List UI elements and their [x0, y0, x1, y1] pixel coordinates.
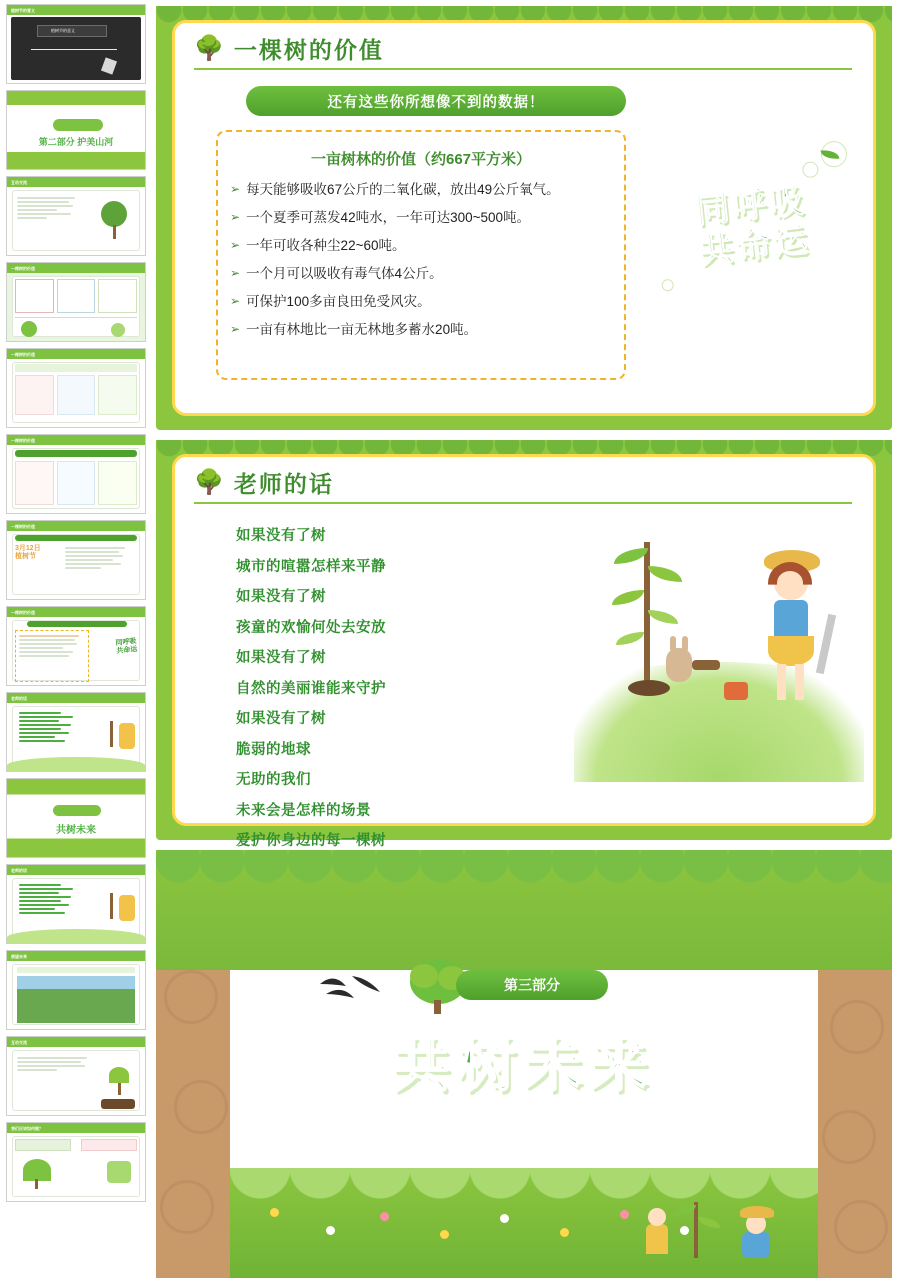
boy-figure	[742, 1232, 770, 1258]
list-item[interactable]	[6, 1122, 146, 1202]
poem-block	[236, 524, 416, 890]
watering-can-icon	[724, 682, 748, 700]
girl-head	[648, 1208, 666, 1226]
list-item[interactable]	[6, 864, 146, 944]
poem-line: 如果没有了树	[236, 589, 326, 605]
canopy-decoration	[156, 850, 892, 970]
girl-planting-illustration	[574, 532, 864, 782]
list-item	[230, 237, 612, 254]
thumb-caption: 植树节的意义	[51, 28, 75, 33]
list-item[interactable]	[6, 950, 146, 1030]
bubble-decoration	[802, 161, 820, 179]
poem-line: 如果没有了树	[236, 711, 326, 727]
data-box-title: 一亩树林的价值（约667平方米）	[310, 151, 532, 168]
thumb-header: 一棵树的价值	[7, 435, 145, 445]
list-item-label: 一亩有林地比一亩无林地多蓄水20吨。	[246, 322, 478, 337]
list-item[interactable]	[6, 692, 146, 772]
list-item[interactable]	[6, 520, 146, 600]
thumb-header: 展望未来	[7, 951, 145, 961]
thumb-header: 老师的话	[7, 865, 145, 875]
list-item	[230, 209, 612, 226]
leaf-icon	[616, 632, 644, 645]
arrow-icon: ➢	[230, 266, 241, 280]
thumb-body	[7, 273, 145, 341]
title-divider	[194, 68, 852, 70]
thumb-body	[7, 91, 145, 169]
list-item[interactable]	[6, 434, 146, 514]
log-icon	[692, 660, 720, 670]
poem-line: 孩童的欢愉何处去安放	[236, 619, 386, 636]
list-item[interactable]	[6, 4, 146, 84]
thumb-header: 一棵树的价值	[7, 521, 145, 531]
list-item-label: 一个月可以吸收有毒气体4公斤。	[246, 266, 443, 281]
poem-line: 如果没有了树	[236, 650, 326, 666]
leaf-icon	[648, 610, 678, 624]
sapling-trunk	[694, 1202, 698, 1258]
thumb-body	[7, 187, 145, 255]
thumb-caption: 共树未来	[56, 825, 96, 836]
leaf-icon	[614, 548, 648, 564]
skirt	[768, 636, 814, 666]
rabbit-ear	[670, 636, 676, 652]
thumb-caption	[17, 195, 77, 221]
list-item-label: 每天能够吸收67公斤的二氧化碳，放出49公斤氧气。	[246, 182, 560, 197]
bubble-decoration	[661, 279, 674, 292]
thumb-header: 一棵树的价值	[7, 263, 145, 273]
list-item[interactable]	[6, 176, 146, 256]
section-title: 共树未来	[391, 1033, 656, 1098]
thumb-body	[7, 445, 145, 513]
tree-icon: 🌳	[194, 34, 224, 62]
kids-planting-illustration	[646, 1172, 796, 1272]
thumb-body	[7, 15, 145, 83]
list-item[interactable]	[6, 348, 146, 428]
poem-line: 脆弱的地球	[236, 741, 311, 758]
slide-header	[194, 466, 852, 499]
thumb-body: 3月12日 植树节	[7, 531, 145, 599]
list-item[interactable]	[6, 606, 146, 686]
thumb-header: 植树节的意义	[7, 5, 145, 15]
poem-line: 爱护你身边的每一棵树	[236, 833, 386, 849]
page-title: 老师的话	[233, 471, 334, 497]
thumb-header: 一棵树的价值	[7, 349, 145, 359]
hat-icon	[740, 1206, 774, 1218]
status-badge: 还有这些你所想像不到的数据！	[246, 86, 626, 116]
thumb-header: 互动交流	[7, 177, 145, 187]
rabbit-ear	[682, 636, 688, 652]
poem-line: 无助的我们	[236, 772, 311, 788]
thumb-body	[7, 779, 145, 857]
list-item	[230, 321, 612, 338]
list-item[interactable]	[6, 90, 146, 170]
slide-teacher-words[interactable]	[156, 440, 892, 849]
leaf-icon	[612, 590, 644, 605]
leaf-icon	[698, 1217, 720, 1228]
leaf-icon	[648, 566, 682, 582]
thumb-header: 老师的话	[7, 693, 145, 703]
girl-figure	[646, 1224, 668, 1254]
artwork-line-2: 共命运	[697, 221, 813, 271]
page-title: 一棵树的价值	[233, 37, 384, 63]
title-divider	[194, 502, 852, 504]
list-item-label: 可保护100多亩良田免受风灾。	[246, 294, 431, 309]
poem-line: 城市的喧嚣怎样来平静	[236, 558, 386, 575]
leaf-icon	[674, 1205, 696, 1216]
slide-thumbnail-sidebar[interactable]	[0, 0, 152, 1286]
thumb-body	[7, 703, 145, 771]
thumb-body	[7, 1047, 145, 1115]
shovel-icon	[816, 614, 836, 674]
list-item-label: 一个夏季可蒸发42吨水，一年可达300~500吨。	[246, 210, 531, 225]
poem-line: 自然的美丽谁能来守护	[236, 680, 386, 697]
slide-section-cover[interactable]	[156, 850, 892, 1278]
section-badge: 第三部分	[456, 970, 608, 1000]
poem-line: 未来会是怎样的场景	[236, 802, 371, 819]
list-item-label: 一年可收各种尘22~60吨。	[246, 238, 406, 253]
slide-value-of-a-tree[interactable]	[156, 6, 892, 430]
slide-header	[194, 32, 852, 65]
thumb-body	[7, 961, 145, 1029]
thumb-caption: 第二部分 护美山河	[38, 137, 114, 147]
thumb-header: 一棵树的价值	[7, 607, 145, 617]
tree-icon: 🌳	[194, 468, 224, 496]
leg	[795, 664, 804, 700]
thumb-body	[7, 359, 145, 427]
leg	[777, 664, 786, 700]
list-item[interactable]	[6, 1036, 146, 1116]
list-item	[230, 293, 612, 310]
tree-trunk	[644, 542, 650, 692]
list-item[interactable]	[6, 262, 146, 342]
list-item	[230, 265, 612, 282]
data-box	[216, 130, 626, 380]
slide-viewer	[152, 0, 900, 1286]
thumb-body	[7, 875, 145, 943]
artwork-line-1: 同呼吸	[693, 181, 809, 231]
thumb-body	[7, 1133, 145, 1201]
list-item	[230, 181, 612, 198]
rabbit-icon	[666, 648, 692, 682]
artistic-text	[631, 144, 874, 307]
poem-line: 如果没有了树	[236, 528, 326, 544]
arrow-icon: ➢	[230, 322, 241, 336]
thumb-header: 互动交流	[7, 1037, 145, 1047]
ground-decoration	[574, 662, 864, 782]
list-item[interactable]	[6, 778, 146, 858]
thumb-body: 同呼吸 共命运	[7, 617, 145, 685]
thumb-header: 我们应该如何做？	[7, 1123, 145, 1133]
soil-mound	[628, 680, 670, 696]
arrow-icon: ➢	[230, 294, 241, 308]
arrow-icon: ➢	[230, 238, 241, 252]
arrow-icon: ➢	[230, 210, 241, 224]
arrow-icon: ➢	[230, 182, 241, 196]
swallow-icon	[316, 968, 386, 1013]
